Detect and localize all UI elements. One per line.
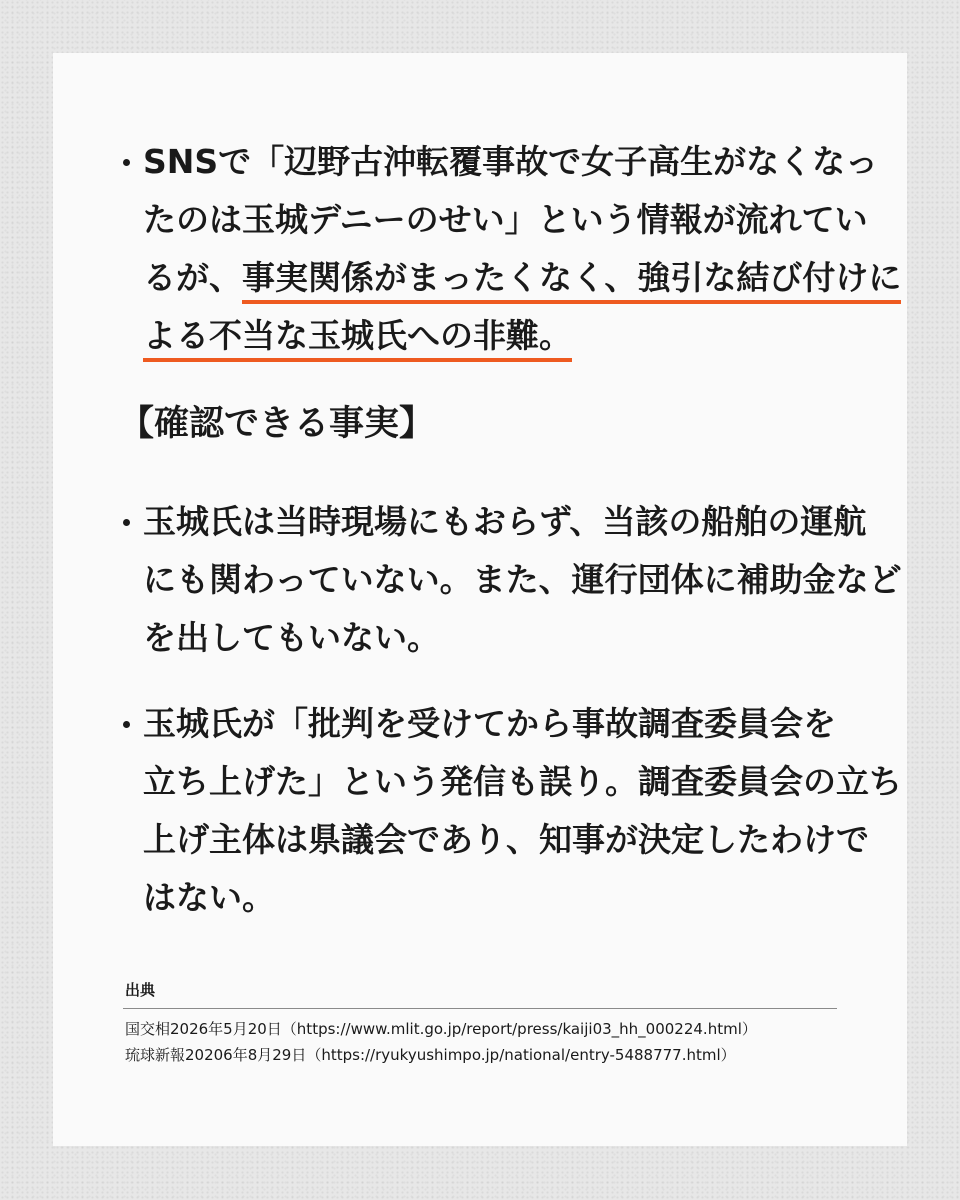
fact-bullet-2 bbox=[123, 695, 902, 927]
fact2-line-3: 上げ主体は県議会であり、知事が決定したわけで bbox=[143, 820, 869, 859]
fact2-line-4: はない。 bbox=[143, 878, 275, 917]
source-label: 出典 bbox=[125, 981, 156, 999]
claim-bullet bbox=[123, 133, 902, 365]
claim-line-3-plain: るが、 bbox=[143, 258, 242, 297]
fact2-line-2: 立ち上げた」という発信も誤り。調査委員会の立ち bbox=[143, 762, 902, 801]
claim-line-3 bbox=[143, 249, 902, 307]
source-item: 国交相2026年5月20日（https://www.mlit.go.jp/report/press/kaiji03_hh_000224.html） bbox=[125, 1020, 757, 1038]
claim-line-1: SNSで「辺野古沖転覆事故で女子高生がなくなっ bbox=[143, 142, 879, 181]
source-divider bbox=[123, 1008, 837, 1009]
claim-highlight-1: 事実関係がまったくなく、強引な結び付けに bbox=[242, 258, 901, 304]
fact2-line-1: 玉城氏が「批判を受けてから事故調査委員会を bbox=[143, 704, 836, 743]
fact1-line-1: 玉城氏は当時現場にもおらず、当該の船舶の運航 bbox=[143, 502, 867, 541]
content-card bbox=[53, 53, 907, 1146]
claim-line-2: たのは玉城デニーのせい」という情報が流れてい bbox=[143, 200, 868, 239]
source-list bbox=[125, 1016, 757, 1068]
fact-bullet-1 bbox=[123, 493, 902, 667]
claim-line-4 bbox=[143, 307, 843, 365]
fact1-line-2: にも関わっていない。また、運行団体に補助金など bbox=[143, 560, 902, 599]
source-item: 琉球新報20206年8月29日（https://ryukyushimpo.jp/national/entry-5488777.html） bbox=[125, 1046, 736, 1064]
claim-highlight-2: よる不当な玉城氏への非難。 bbox=[143, 316, 572, 362]
section-heading: 【確認できる事実】 bbox=[119, 403, 435, 444]
fact1-line-3: を出してもいない。 bbox=[143, 618, 440, 657]
